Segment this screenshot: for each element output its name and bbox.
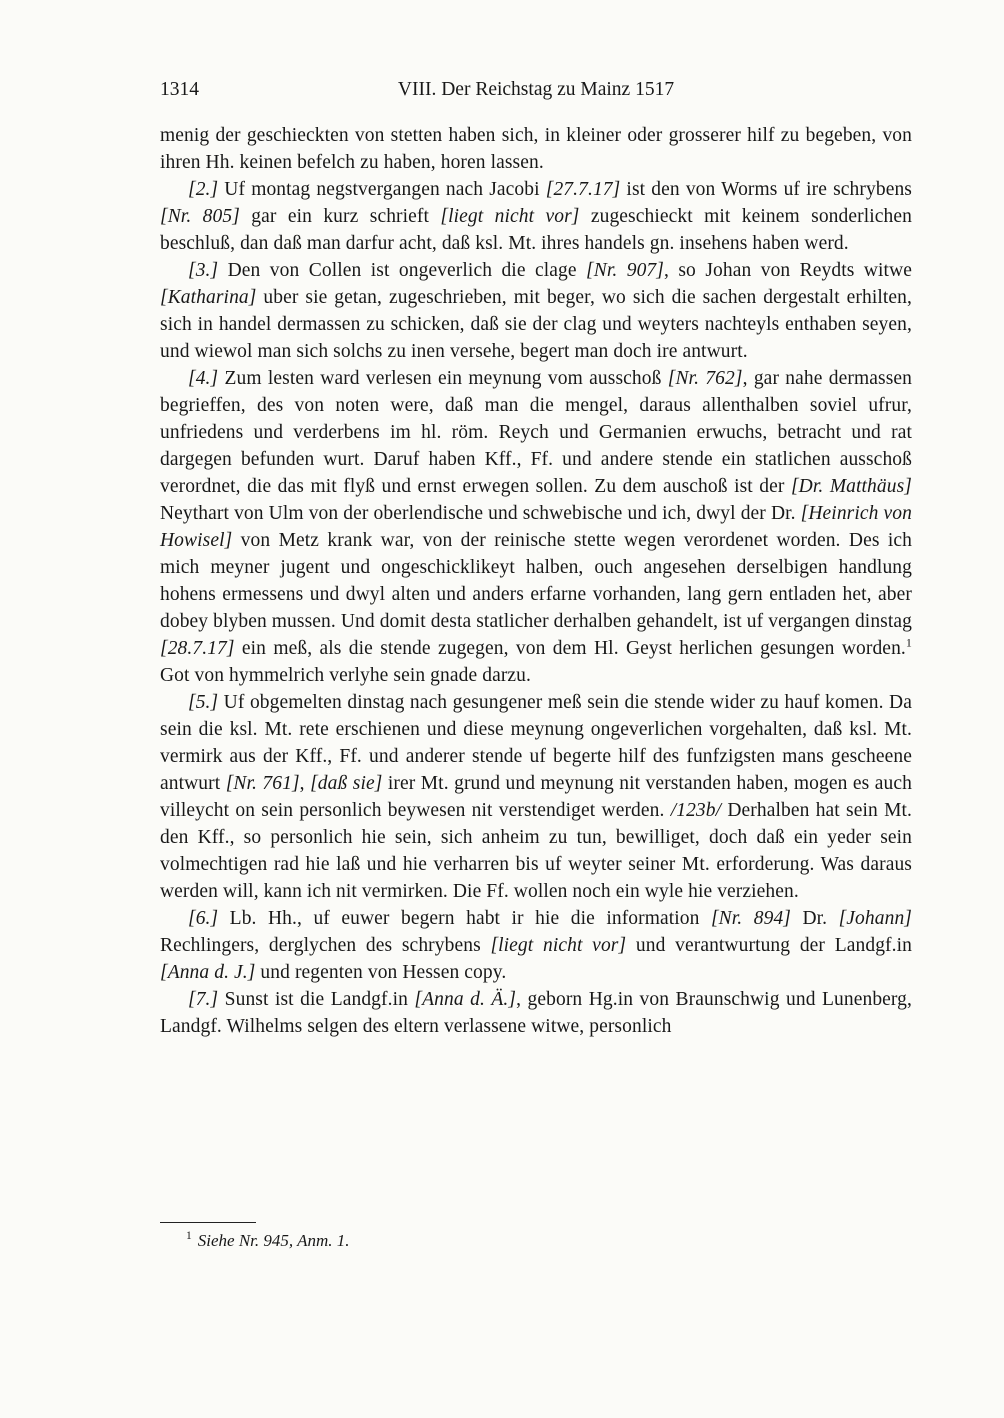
paragraph bbox=[160, 986, 912, 1040]
italic-segment: [Nr. 907] bbox=[586, 260, 664, 281]
paragraph bbox=[160, 176, 912, 257]
footnote bbox=[160, 1230, 912, 1252]
text-segment: menig der geschieckten von stetten haben sich, in kleiner oder grosserer hilf zu begeben, von ihren Hh. keinen befelch zu haben, horen lassen. bbox=[160, 125, 912, 173]
italic-segment: [2.] bbox=[188, 179, 219, 200]
text-segment: Den von Collen ist ongeverlich die clage bbox=[218, 260, 587, 281]
italic-segment: [Anna d. J.] bbox=[160, 962, 256, 983]
paragraph bbox=[160, 905, 912, 986]
text-segment: Rechlingers, derglychen des schrybens bbox=[160, 935, 491, 956]
italic-segment: [Anna d. Ä.] bbox=[414, 989, 517, 1010]
footnote-block bbox=[160, 1222, 912, 1252]
text-segment: uber sie getan, zugeschrieben, mit beger, wo sich die sachen dergestalt erhilten, sich in handel dermassen zu schicken, daß sie der clag und weyters nachteyls enthaben seyen, und wiewol man sich solchs zu inen versehe, begert man doch ire antwurt. bbox=[160, 287, 912, 362]
text-segment: Uf obgemelten dinstag nach gesungener meß sein die stende wider zu hauf komen. Da sein die ksl. Mt. rete erschienen und diese meynung ongeverlichen vorgehalten, daß ksl. Mt. vermirk aus der Kff., Ff. und anderer stende uf begerte hilf des funfzigsten mans gescheene antwurt bbox=[160, 692, 912, 794]
text-segment: , so Johan von Reydts witwe bbox=[663, 260, 913, 281]
text-segment: Zum lesten ward verlesen ein meynung vom ausschoß bbox=[218, 368, 668, 389]
text-segment: gar ein kurz schrieft bbox=[239, 206, 441, 227]
italic-segment: [Nr. 805] bbox=[160, 206, 240, 227]
text-segment: Uf montag negstvergangen nach Jacobi bbox=[218, 179, 546, 200]
paragraph bbox=[160, 689, 912, 905]
text-segment: Lb. Hh., uf euwer begern habt ir hie die information bbox=[218, 908, 711, 929]
text-segment: , gar nahe dermassen begrieffen, des von noten were, daß man die mengel, daraus allenthalben soviel ufrur, unfriedens und verderbens im hl. röm. Reych und Germanien erwuchs, betracht und rat dargegen befunden wurt. Daruf haben Kff., Ff. und andere stende ein statlichen ausschoß verordnet, die das mit flyß und ernst erwegen sollen. Zu dem auschoß ist der bbox=[160, 368, 913, 497]
text-segment: , bbox=[299, 773, 311, 794]
text-segment: von Metz krank war, von der reinische stette wegen verordenet worden. Des ich mich meyner jugent und ongeschicklikeyt halben, ouch angesehen derselbigen handlung hohens ermessens und dwyl alten und anders erfarne vorhanden, lang gern entladen het, aber dobey blyben mussen. Und domit desta statlicher derhalben gehandelt, ist uf vergangen dinstag bbox=[160, 530, 912, 632]
italic-segment: /123b/ bbox=[670, 800, 722, 821]
italic-segment: [7.] bbox=[188, 989, 219, 1010]
text-segment: Got von hymmelrich verlyhe sein gnade darzu. bbox=[160, 665, 531, 686]
text-segment: Sunst ist die Landgf.in bbox=[218, 989, 415, 1010]
text-segment: Neythart von Ulm von der oberlendische und schwebische und ich, dwyl der Dr. bbox=[160, 503, 801, 524]
text-segment: Dr. bbox=[790, 908, 839, 929]
italic-segment: [Nr. 894] bbox=[710, 908, 791, 929]
italic-segment: [Nr. 762] bbox=[667, 368, 743, 389]
paragraph bbox=[160, 122, 912, 176]
italic-segment: [Johann] bbox=[838, 908, 912, 929]
text-segment: und verantwurtung der Landgf.in bbox=[626, 935, 912, 956]
text-segment: , geborn Hg.in von Braunschwig und Lunenberg, Landgf. Wilhelms selgen des eltern verlassene witwe, personlich bbox=[160, 989, 912, 1037]
text-segment: irer Mt. grund und meynung nit verstanden haben, mogen es auch villeycht on sein personlich beywesen nit verstendiget werden. bbox=[160, 773, 912, 821]
italic-segment: [3.] bbox=[188, 260, 219, 281]
book-page bbox=[160, 78, 912, 1040]
footnote-reference: 1 bbox=[905, 635, 912, 650]
text-segment: ein meß, als die stende zugegen, von dem Hl. Geyst herlichen gesungen worden. bbox=[234, 638, 906, 659]
body-text bbox=[160, 122, 912, 1040]
italic-segment: [Nr. 761] bbox=[225, 773, 300, 794]
italic-segment: [Dr. Matthäus] bbox=[790, 476, 912, 497]
page-header bbox=[160, 78, 912, 102]
italic-segment: [liegt nicht vor] bbox=[440, 206, 580, 227]
text-segment: ist den von Worms uf ire schrybens bbox=[620, 179, 912, 200]
italic-segment: [27.7.17] bbox=[545, 179, 621, 200]
paragraph bbox=[160, 365, 912, 689]
paragraph bbox=[160, 257, 912, 365]
italic-segment: [daß sie] bbox=[310, 773, 383, 794]
footnote-separator bbox=[160, 1222, 256, 1223]
page-number: 1314 bbox=[160, 79, 199, 100]
footnote-marker: 1 bbox=[186, 1230, 192, 1243]
italic-segment: [28.7.17] bbox=[160, 638, 235, 659]
italic-segment: [4.] bbox=[188, 368, 219, 389]
text-segment: zugeschieckt mit keinem sonderlichen beschluß, dan daß man darfur acht, daß ksl. Mt. ihres handels gn. insehens haben werd. bbox=[160, 206, 912, 254]
italic-segment: [Katharina] bbox=[160, 287, 257, 308]
italic-segment: [liegt nicht vor] bbox=[490, 935, 627, 956]
footnote-text: Siehe Nr. 945, Anm. 1. bbox=[197, 1231, 350, 1250]
text-segment: Derhalben hat sein Mt. den Kff., so personlich hie sein, sich anheim zu tun, bewilliget, doch daß ein yeder sein volmechtigen rad hie laß und hie verharren bis uf weyter seiner Mt. erforderung. Was daraus werden will, kann ich nit vermirken. Die Ff. wollen noch ein wyle hie verziehen. bbox=[160, 800, 913, 902]
italic-segment: [5.] bbox=[188, 692, 219, 713]
text-segment: und regenten von Hessen copy. bbox=[255, 962, 507, 983]
italic-segment: [6.] bbox=[188, 908, 219, 929]
italic-segment: [Heinrich von Howisel] bbox=[160, 503, 912, 551]
running-head: VIII. Der Reichstag zu Mainz 1517 bbox=[397, 79, 675, 100]
